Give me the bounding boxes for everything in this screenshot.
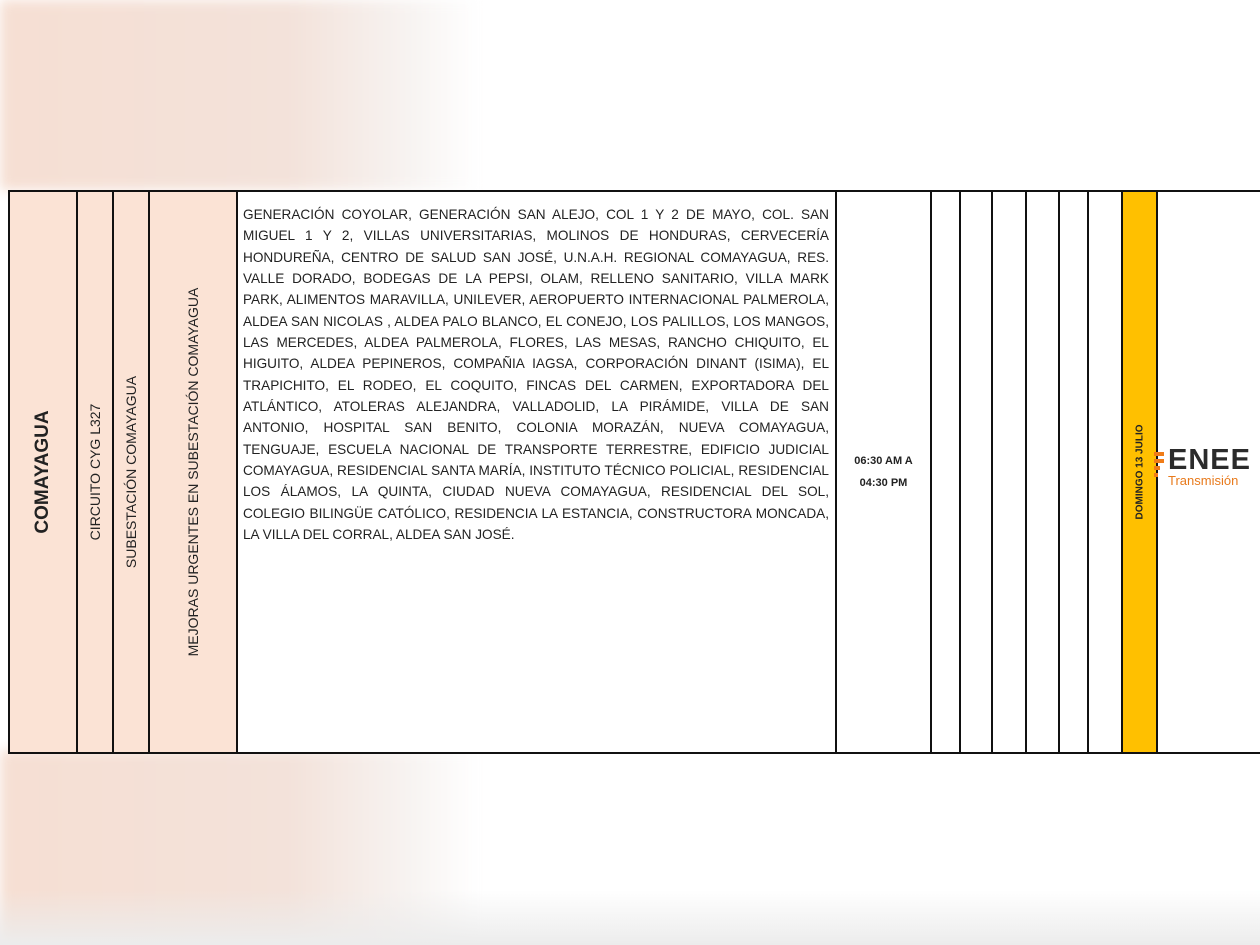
- blurred-background-top: [0, 0, 480, 190]
- time-start: 06:30 AM A: [854, 455, 913, 467]
- enee-logo: [1154, 446, 1251, 488]
- region-label: COMAYAGUA: [32, 410, 53, 534]
- region-cell: [8, 192, 76, 752]
- substation-cell: [112, 192, 148, 752]
- empty-cell: [1025, 192, 1058, 752]
- outage-schedule-row: [8, 190, 1260, 754]
- logo-brand: ENEE: [1168, 444, 1251, 476]
- empty-cell: [959, 192, 991, 752]
- work-description-label: MEJORAS URGENTES EN SUBESTACIÓN COMAYAGUA: [185, 287, 201, 657]
- affected-areas-cell: [236, 192, 835, 752]
- time-range: [837, 450, 930, 494]
- substation-label: SUBESTACIÓN COMAYAGUA: [123, 375, 139, 569]
- time-cell: [835, 192, 930, 752]
- empty-cell: [1087, 192, 1121, 752]
- date-cell: [1121, 192, 1156, 752]
- affected-areas-text: GENERACIÓN COYOLAR, GENERACIÓN SAN ALEJO, COL 1 Y 2 DE MAYO, COL. SAN MIGUEL 1 Y 2, VILLAS UNIVERSITARIAS, MOLINOS DE HONDURAS, CERVECERÍA HONDUREÑA, CENTRO DE SALUD SAN JOSÉ, U.N.A.H. REGIONAL COMAYAGUA, RES. VALLE DORADO, BODEGAS DE LA PEPSI, OLAM, RELLENO SANITARIO, VILLA MARK PARK, ALIMENTOS MARAVILLA, UNILEVER, AEROPUERTO INTERNACIONAL PALMEROLA, ALDEA SAN NICOLAS , ALDEA PALO BLANCO, EL CONEJO, LOS PALILLOS, LOS MANGOS, LAS MERCEDES, ALDEA PALMEROLA, FLORES, LAS MESAS, RANCHO CHIQUITO, EL HIGUITO, ALDEA PEPINEROS, COMPAÑIA IAGSA, CORPORACIÓN DINANT (ISIMA), EL TRAPICHITO, EL RODEO, EL COQUITO, FINCAS DEL CARMEN, EXPORTADORA DEL ATLÁNTICO, ATOLERAS ALEJANDRA, VALLADOLID, LA PIRÁMIDE, VILLA DE SAN ANTONIO, HOSPITAL SAN BENITO, COLONIA MORAZÁN, NUEVA COMAYAGUA, TENGUAJE, ESCUELA NACIONAL DE TRANSPORTE TERRESTRE, EDIFICIO JUDICIAL COMAYAGUA, RESIDENCIAL SANTA MARÍA, INSTITUTO TÉCNICO POLICIAL, RESIDENCIAL LOS ÁLAMOS, LA QUINTA, CIUDAD NUEVA COMAYAGUA, RESIDENCIAL DEL SOL, COLEGIO BILINGÜE CATÓLICO, RESIDENCIA LA ESTANCIA, CONSTRUCTORA MONCADA, LA VILLA DEL CORRAL, ALDEA SAN JOSÉ.: [243, 207, 829, 543]
- enee-logo-icon: [1154, 446, 1164, 486]
- bottom-fade: [0, 890, 1260, 945]
- date-label: DOMINGO 13 JULIO: [1134, 424, 1145, 520]
- time-end: 04:30 PM: [859, 477, 908, 489]
- circuit-label: CIRCUITO CYG L327: [87, 403, 103, 541]
- circuit-cell: [76, 192, 112, 752]
- empty-cell: [930, 192, 959, 752]
- logo-subtitle: Transmisión: [1168, 473, 1239, 488]
- enee-logo-text: [1168, 446, 1251, 488]
- empty-cell: [1058, 192, 1087, 752]
- work-description-cell: [148, 192, 236, 752]
- empty-cell: [991, 192, 1025, 752]
